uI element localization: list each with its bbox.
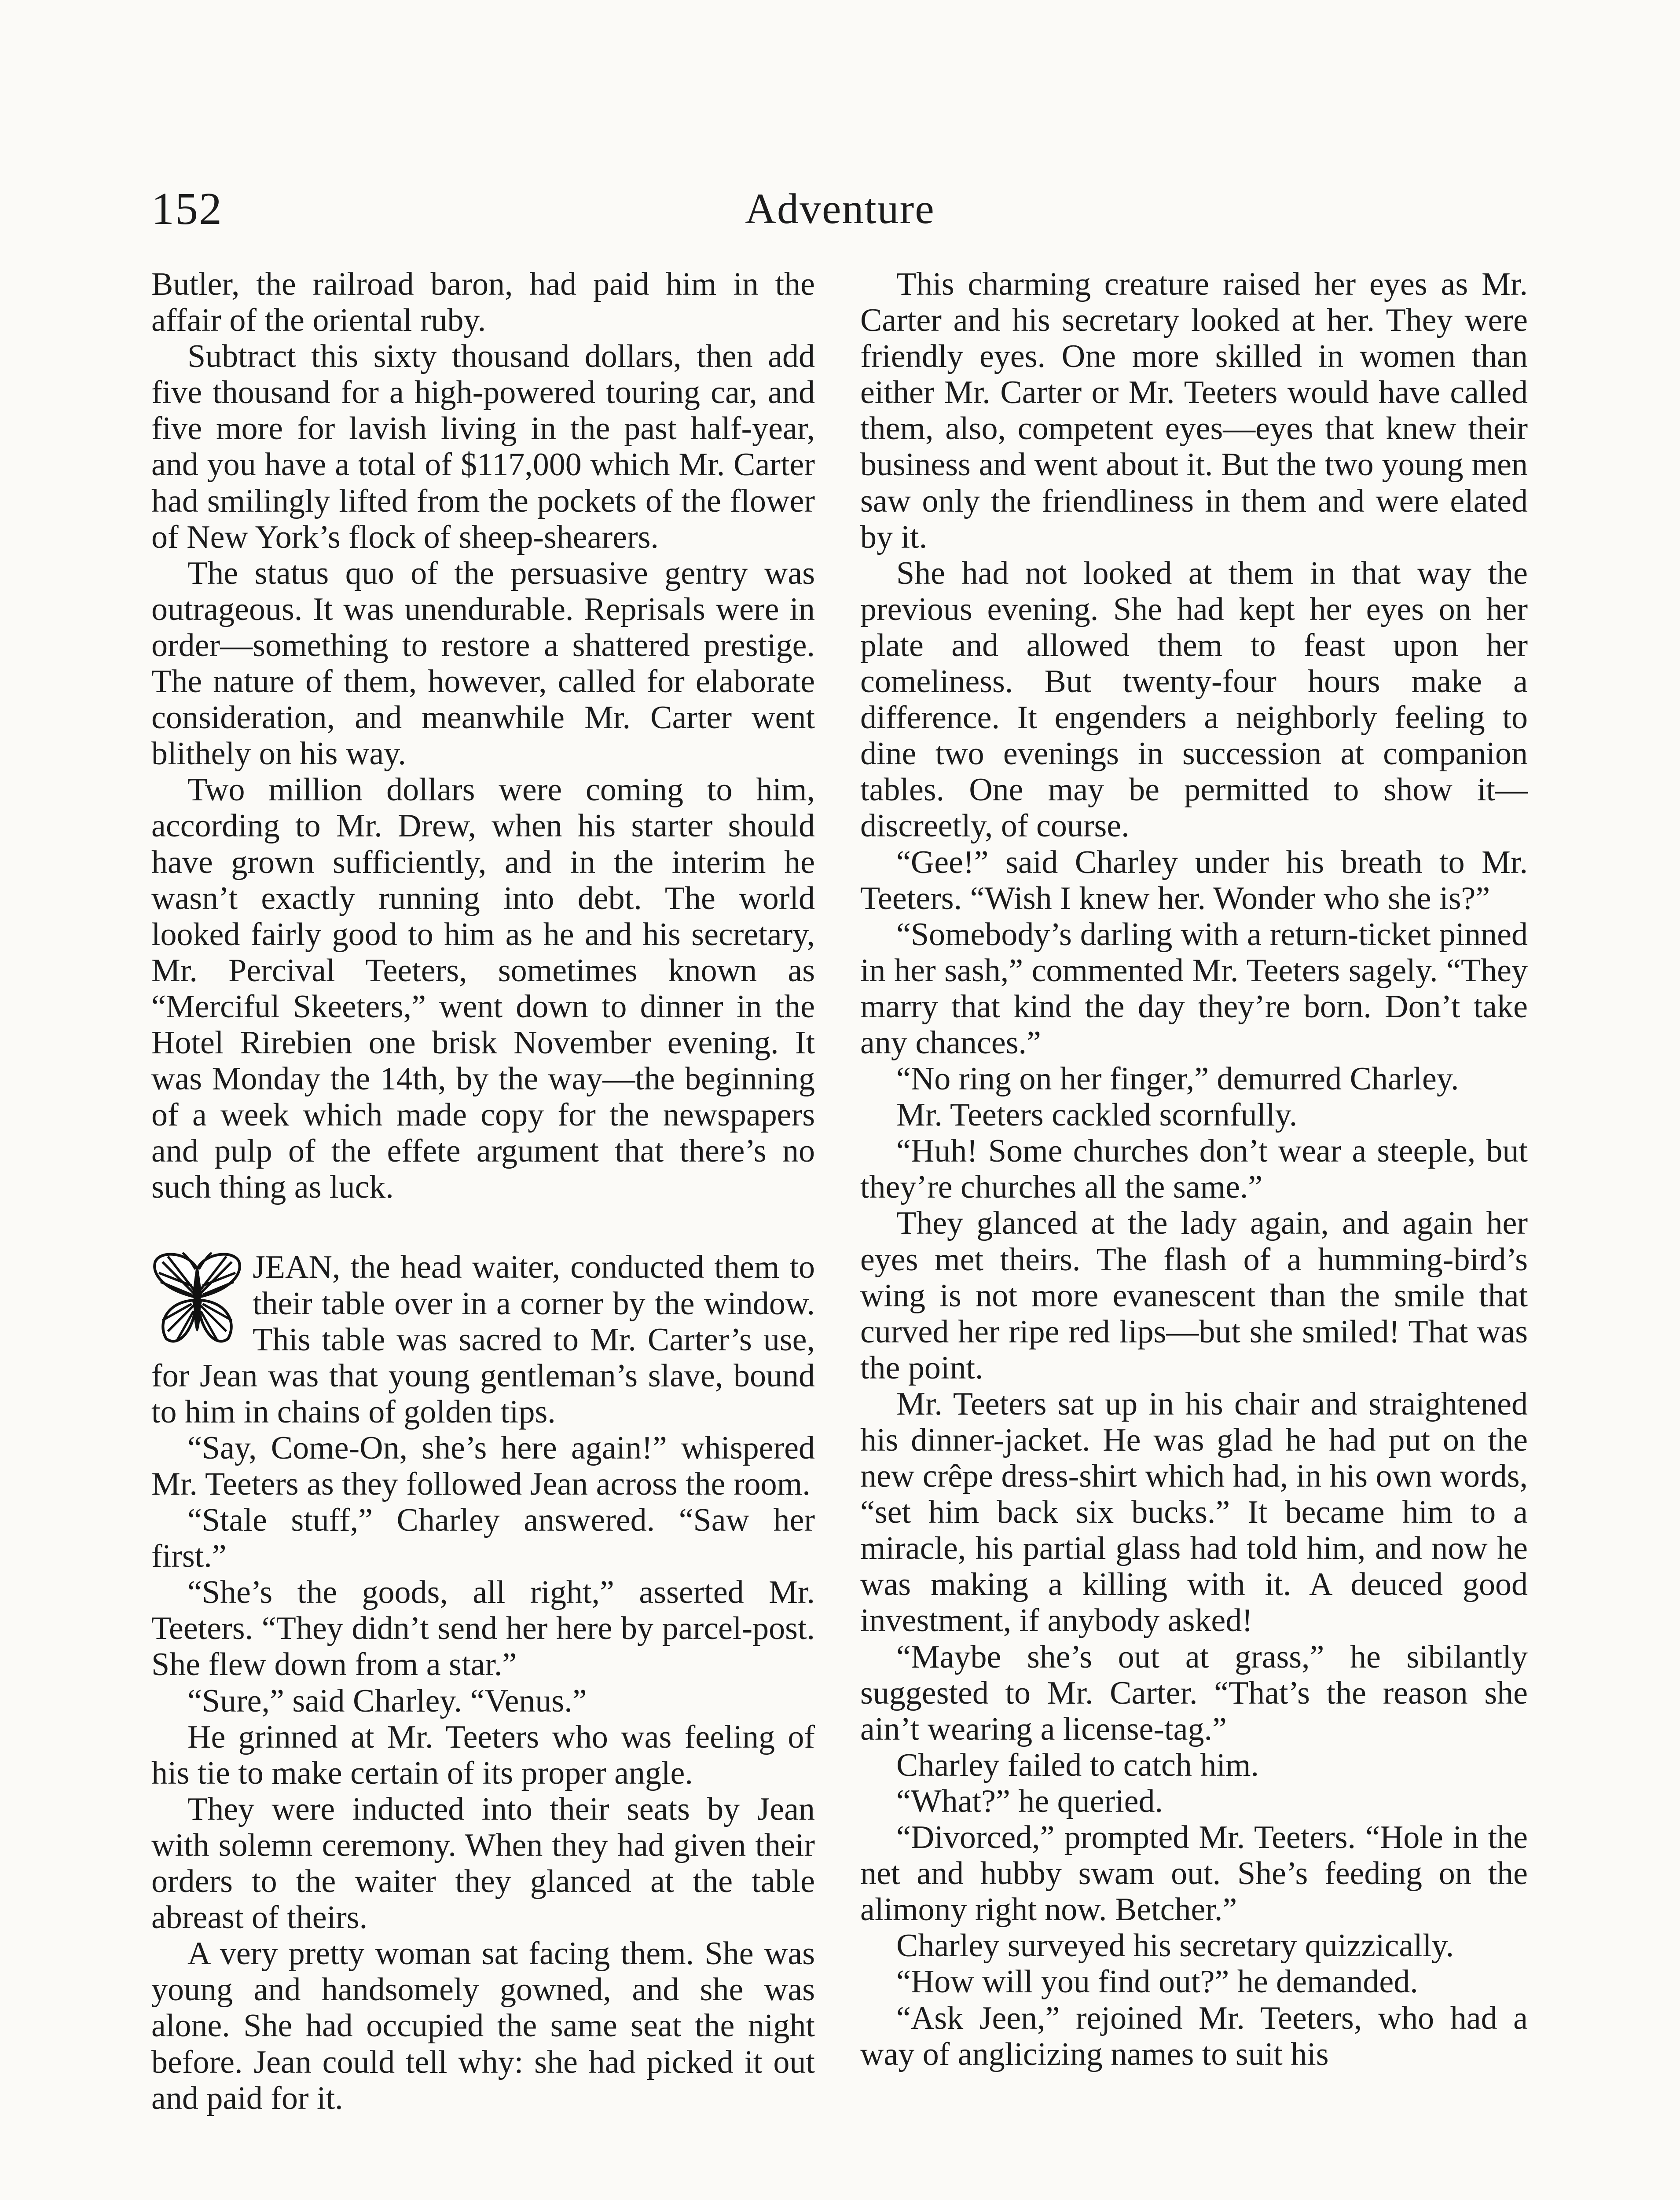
paragraph: “Sure,” said Charley. “Venus.” [187,1683,587,1719]
paragraph: “What?” he queried. [896,1783,1163,1819]
paragraph: She had not looked at them in that way the previous evening. She had kept her eyes on her plate and allowed them to feast upon her comeliness. But twenty-four hours make a difference. It engenders a neighborly feeling to dine two evenings in succession at companion tables. One may be permitted to show it—discreetly, of course. [860,555,1528,844]
magazine-title: Adventure [745,185,935,233]
running-head [151,176,1529,242]
right-column [860,266,1528,2072]
paragraph: The status quo of the persuasive gentry was outrageous. It was unendurable. Reprisals were in order—something to restore a shattered prestige. The nature of them, however, called for elaborate consideration, and meanwhile Mr. Carter went blithely on his way. [151,555,815,772]
paragraph: Subtract this sixty thousand dollars, then add five thousand for a high-powered touring car, and five more for lavish living in the past half-year, and you have a total of $117,000 which Mr. Carter had smilingly lifted from the pockets of the flower of New York’s flock of sheep-shearers. [151,338,815,555]
paragraph: “Maybe she’s out at grass,” he sibilantly suggested to Mr. Carter. “That’s the reason she ain’t wearing a license-tag.” [860,1639,1528,1747]
paragraph: This charming creature raised her eyes as Mr. Carter and his secretary looked at her. They were friendly eyes. One more skilled in women than either Mr. Carter or Mr. Teeters would have called them, also, competent eyes—eyes that knew their business and went about it. But the two young men saw only the friendliness in them and were elated by it. [860,266,1528,555]
paragraph: “Stale stuff,” Charley answered. “Saw her first.” [151,1502,815,1575]
paragraph: “No ring on her finger,” demurred Charley. [896,1061,1459,1097]
paragraph: Mr. Teeters cackled scornfully. [896,1097,1298,1133]
left-column [151,266,815,2116]
butterfly-icon [151,1249,243,1349]
page-number: 152 [151,183,223,234]
paragraph: Butler, the railroad baron, had paid him in the affair of the oriental ruby. [151,266,815,339]
paragraph: “Somebody’s darling with a return-ticket pinned in her sash,” commented Mr. Teeters sagely. “They marry that kind the day they’re born. Don’t take any chances.” [860,916,1528,1061]
paragraph: He grinned at Mr. Teeters who was feeling of his tie to make certain of its proper angle. [151,1719,815,1791]
paragraph: Two million dollars were coming to him, according to Mr. Drew, when his starter should have grown sufficiently, and in the interim he wasn’t exactly running into debt. The world looked fairly good to him as he and his secretary, Mr. Percival Teeters, sometimes known as “Merciful Skeeters,” went down to dinner in the Hotel Rirebien one brisk November evening. It was Monday the 14th, by the way—the beginning of a week which made copy for the newspapers and pulp of the effete argument that there’s no such thing as luck. [151,772,815,1206]
paragraph: They were inducted into their seats by Jean with solemn ceremony. When they had given their orders to the waiter they glanced at the table abreast of theirs. [151,1791,815,1936]
paragraph: Mr. Teeters sat up in his chair and straightened his dinner-jacket. He was glad he had put on the new crêpe dress-shirt which had, in his own words, “set him back six bucks.” It became him to a miracle, his partial glass had told him, and now he was making a killing with it. A deuced good investment, if anybody asked! [860,1386,1528,1639]
paragraph: “Huh! Some churches don’t wear a steeple, but they’re churches all the same.” [860,1133,1528,1206]
paragraph: “Say, Come-On, she’s here again!” whispered Mr. Teeters as they followed Jean across the room. [151,1430,815,1502]
paragraph: “Divorced,” prompted Mr. Teeters. “Hole in the net and hubby swam out. She’s feeding on the alimony right now. Betcher.” [860,1819,1528,1928]
paragraph: “Gee!” said Charley under his breath to Mr. Teeters. “Wish I knew her. Wonder who she is?” [860,844,1528,917]
paragraph: “She’s the goods, all right,” asserted Mr. Teeters. “They didn’t send her here by parcel-post. She flew down from a star.” [151,1574,815,1683]
paragraph: Charley surveyed his secretary quizzically. [896,1928,1454,1964]
paragraph: A very pretty woman sat facing them. She was young and handsomely gowned, and she was alone. She had occupied the same seat the night before. Jean could tell why: she had picked it out and paid for it. [151,1936,815,2116]
paragraph: “How will you find out?” he demanded. [896,1964,1418,2000]
paragraph: “Ask Jeen,” rejoined Mr. Teeters, who had a way of anglicizing names to suit his [860,2000,1528,2072]
paragraph: They glanced at the lady again, and again her eyes met theirs. The flash of a humming-bird’s wing is not more evanescent than the smile that curved her ripe red lips—but she smiled! That was the point. [860,1205,1528,1386]
paragraph: JEAN, the head waiter, conducted them to their table over in a corner by the window. This table was sacred to Mr. Carter’s use, for Jean was that young gentleman’s slave, bound to him in chains of golden tips. [151,1249,815,1430]
paragraph: Charley failed to catch him. [896,1747,1259,1783]
